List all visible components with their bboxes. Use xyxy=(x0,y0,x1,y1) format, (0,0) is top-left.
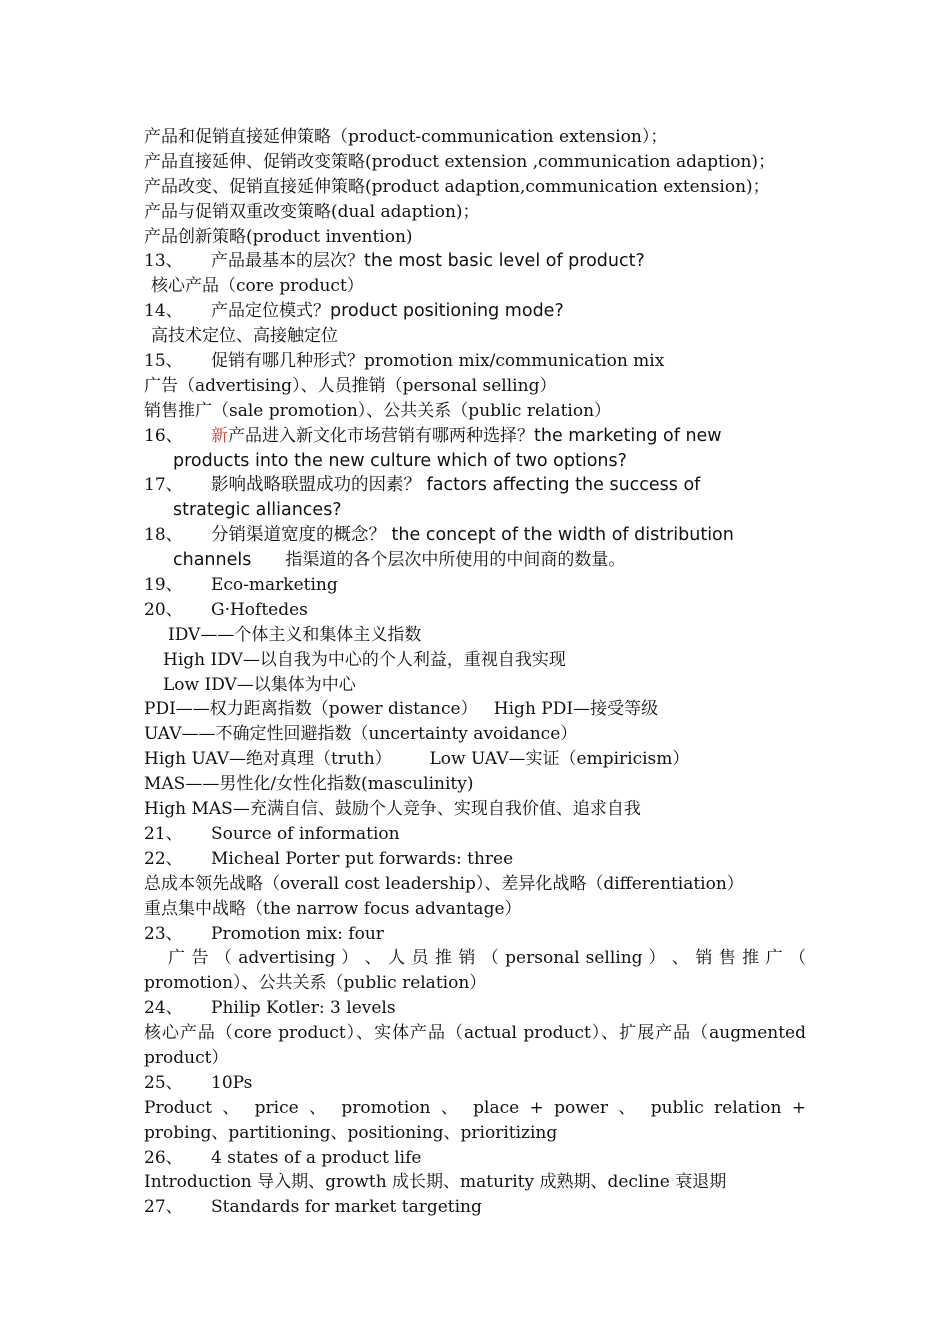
item-number: 27、 xyxy=(144,1197,183,1218)
question-text: 4 states of a product life xyxy=(211,1147,422,1168)
high-mas-line: High MAS—充满自信、鼓励个人竞争、实现自我价值、追求自我 xyxy=(144,799,641,820)
mas-line: MAS——男性化/女性化指数(masculinity) xyxy=(144,774,474,795)
question-text: Source of information xyxy=(211,823,400,844)
item-number: 21、 xyxy=(144,823,183,844)
low-idv-line: Low IDV—以集体为中心 xyxy=(163,674,356,695)
question-zh: 产品最基本的层次？ xyxy=(211,251,364,272)
question-text: 促销有哪几种形式？promotion mix/communication mix xyxy=(211,351,665,372)
answer-15-line-1: 广告（advertising）、人员推销（personal selling） xyxy=(144,375,557,396)
highlighted-char: 新 xyxy=(211,425,228,446)
idv-line: IDV——个体主义和集体主义指数 xyxy=(168,624,422,645)
question-zh: 产品定位模式？ xyxy=(211,301,330,322)
question-en: product positioning mode? xyxy=(330,301,564,322)
question-text: Eco-marketing xyxy=(211,575,338,596)
question-text: Standards for market targeting xyxy=(211,1197,482,1218)
answer-25-line-1: Product 、 price 、 promotion 、 place + power 、 public relation + xyxy=(144,1097,806,1118)
text-line: 产品改变、促销直接延伸策略(product adaption,communication extension)； xyxy=(144,176,770,197)
question-21 xyxy=(144,822,806,847)
question-15 xyxy=(144,349,806,374)
item-number: 22、 xyxy=(144,848,183,869)
item-number: 20、 xyxy=(144,599,183,620)
question-22 xyxy=(144,847,806,872)
question-17 xyxy=(144,473,806,498)
uav-line: UAV——不确定性回避指数（uncertainty avoidance） xyxy=(144,724,578,745)
document-page xyxy=(144,125,806,1220)
question-19 xyxy=(144,573,806,598)
question-24 xyxy=(144,996,806,1021)
question-en: the most basic level of product? xyxy=(364,251,645,272)
question-text: Philip Kotler: 3 levels xyxy=(211,998,396,1019)
item-number: 19、 xyxy=(144,575,183,596)
answer-24-line-2: product） xyxy=(144,1047,229,1068)
text-line: 产品与促销双重改变策略(dual adaption)； xyxy=(144,201,480,222)
item-number: 17、 xyxy=(144,475,183,496)
question-text: 分销渠道宽度的概念？ the concept of the width of distribution xyxy=(211,525,734,546)
item-number: 13、 xyxy=(144,251,183,272)
question-en: the marketing of new xyxy=(534,425,722,446)
answer-23-line-2: promotion）、公共关系（public relation） xyxy=(144,973,487,994)
question-17-cont: strategic alliances? xyxy=(173,500,342,521)
answer-22-line-2: 重点集中战略（the narrow focus advantage） xyxy=(144,898,522,919)
text-line: 产品创新策略(product invention) xyxy=(144,226,413,247)
answer-15-line-2: 销售推广（sale promotion）、公共关系（public relation） xyxy=(144,400,612,421)
text-line: 产品和促销直接延伸策略（product-communication extension）； xyxy=(144,127,668,147)
item-number: 15、 xyxy=(144,351,183,372)
question-18-cont xyxy=(144,548,806,573)
answer-zh: 指渠道的各个层次中所使用的中间商的数量。 xyxy=(285,550,626,571)
answer-25-line-2: probing、partitioning、positioning、prioritizing xyxy=(144,1122,558,1143)
answer-14: 高技术定位、高接触定位 xyxy=(151,326,338,347)
answer-22-line-1: 总成本领先战略（overall cost leadership）、差异化战略（differentiation） xyxy=(144,873,744,894)
question-27 xyxy=(144,1195,806,1220)
item-number: 23、 xyxy=(144,923,183,944)
question-text: 10Ps xyxy=(211,1072,253,1093)
question-en: channels xyxy=(173,550,252,571)
question-18 xyxy=(144,523,806,548)
item-number: 24、 xyxy=(144,998,183,1019)
question-20 xyxy=(144,598,806,623)
pdi-line: PDI——权力距离指数（power distance） High PDI—接受等级 xyxy=(144,699,659,720)
item-number: 14、 xyxy=(144,301,183,322)
question-text: Micheal Porter put forwards: three xyxy=(211,848,514,869)
question-text: 影响战略联盟成功的因素？ factors affecting the success of xyxy=(211,475,701,496)
question-23 xyxy=(144,922,806,947)
question-text: G·Hoftedes xyxy=(211,599,308,620)
answer-26: Introduction 导入期、growth 成长期、maturity 成熟期、decline 衰退期 xyxy=(144,1172,727,1193)
question-26 xyxy=(144,1146,806,1171)
high-idv-line: High IDV—以自我为中心的个人利益，重视自我实现 xyxy=(163,649,566,670)
answer-24-line-1: 核心产品（core product）、实体产品（actual product）、扩展产品（augmented xyxy=(144,1023,806,1044)
answer-23-line-1: 广 告 （ advertising ） 、 人 员 推 销 （ personal selling ） 、 销 售 推 广 （ xyxy=(168,948,806,969)
item-number: 18、 xyxy=(144,525,183,546)
question-25 xyxy=(144,1071,806,1096)
question-16 xyxy=(144,424,806,449)
question-14 xyxy=(144,299,806,324)
question-16-cont: products into the new culture which of two options? xyxy=(173,450,627,471)
answer-13: 核心产品（core product） xyxy=(151,276,364,297)
question-13 xyxy=(144,249,806,274)
item-number: 16、 xyxy=(144,425,183,446)
question-zh: 产品进入新文化市场营销有哪两种选择？ xyxy=(228,425,534,446)
high-uav-line: High UAV—绝对真理（truth） Low UAV—实证（empiricism） xyxy=(144,749,690,770)
question-text: Promotion mix: four xyxy=(211,923,384,944)
text-line: 产品直接延伸、促销改变策略(product extension ,communication adaption)； xyxy=(144,151,776,172)
item-number: 26、 xyxy=(144,1147,183,1168)
item-number: 25、 xyxy=(144,1072,183,1093)
